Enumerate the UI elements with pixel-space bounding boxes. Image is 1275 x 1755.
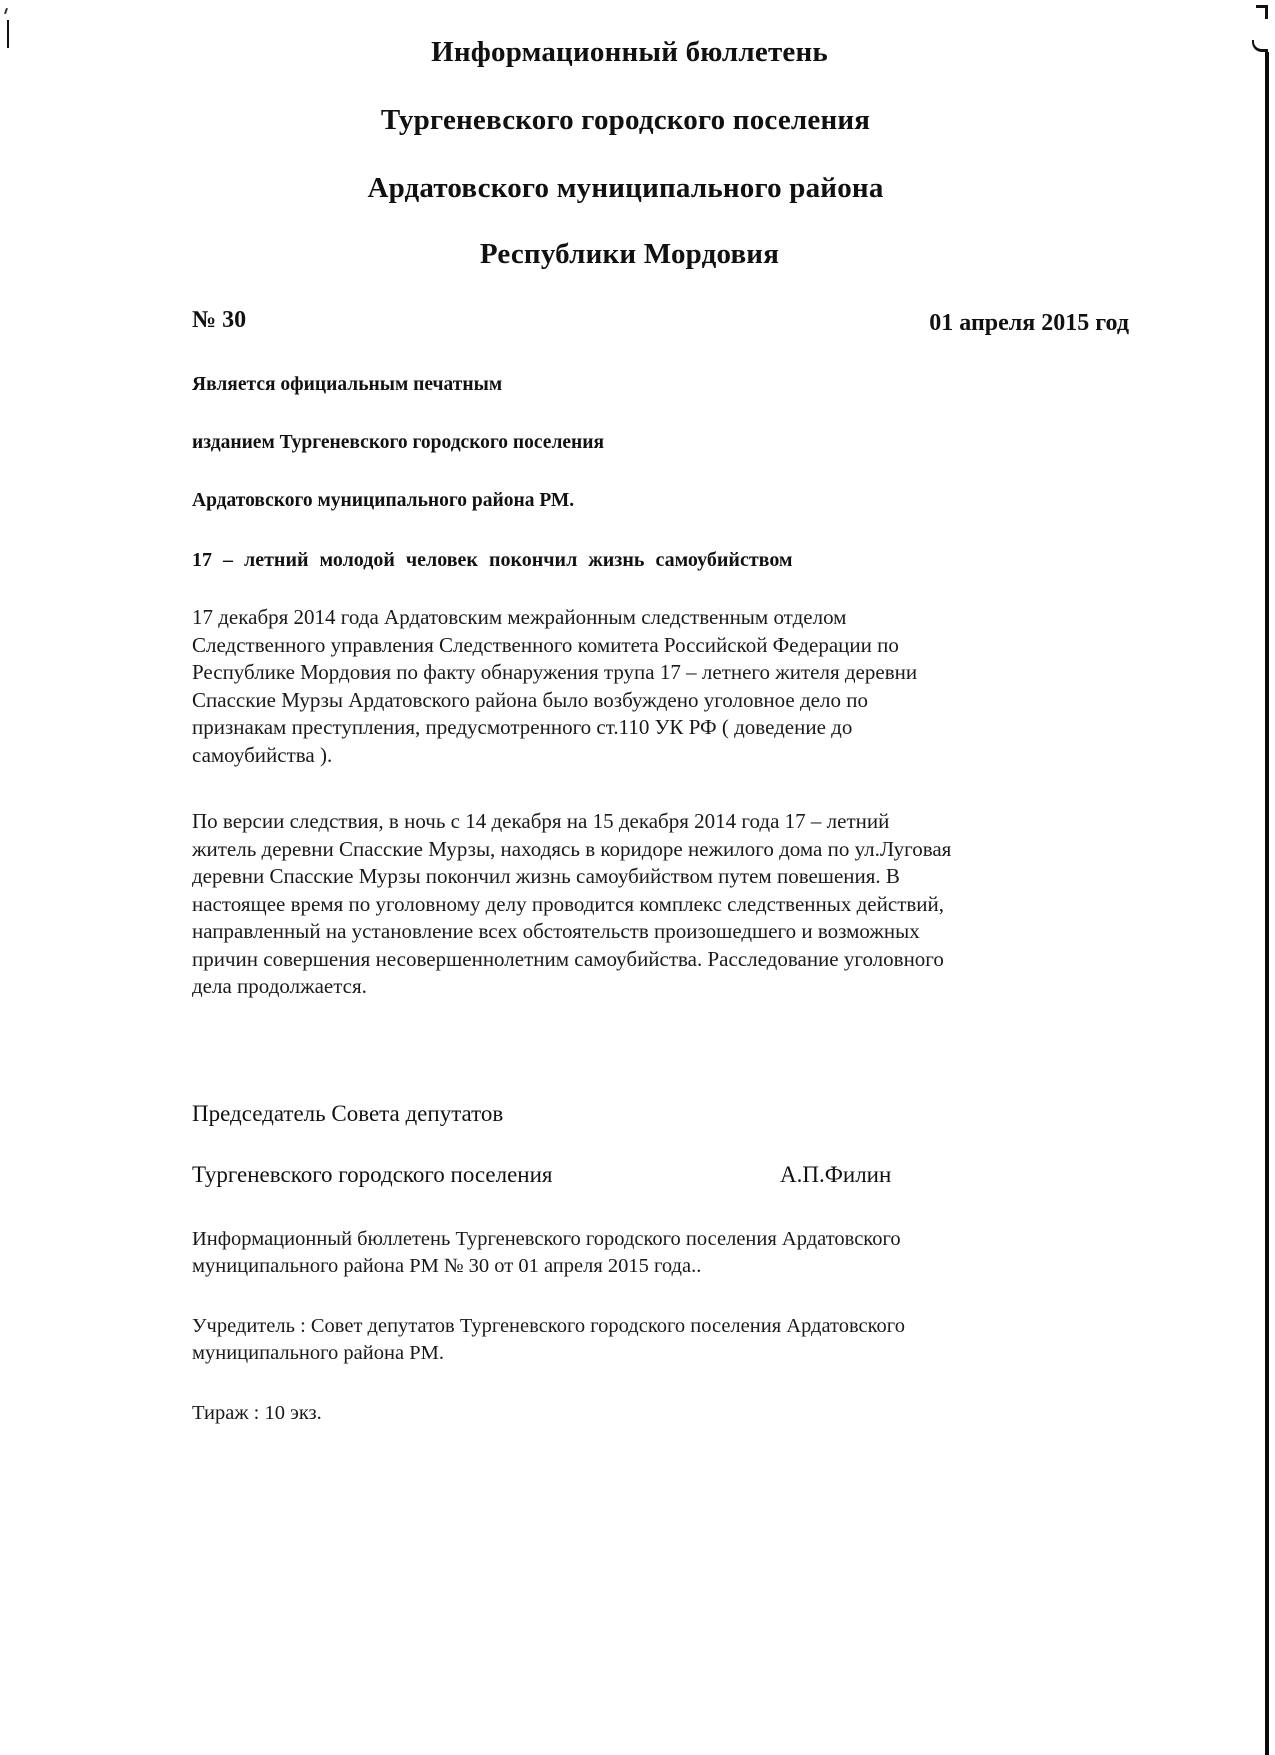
footer-line: муниципального района РМ. bbox=[192, 1342, 444, 1364]
footer-line: Информационный бюллетень Тургеневского городского поселения Ардатовского bbox=[192, 1228, 901, 1250]
scan-artifact-border bbox=[1256, 5, 1268, 19]
issue-number: № 30 bbox=[192, 307, 247, 333]
article-title: 17 – летний молодой человек покончил жизнь самоубийством bbox=[192, 549, 793, 571]
paragraph-line: направленный на установление всех обстоятельств произошедшего и возможных bbox=[192, 919, 920, 943]
scan-artifact-mark bbox=[4, 8, 8, 14]
paragraph-line: деревни Спасские Мурзы покончил жизнь самоубийством путем повешения. В bbox=[192, 864, 900, 888]
article-paragraph-2 bbox=[192, 808, 951, 1001]
scan-artifact-border bbox=[1265, 52, 1269, 1755]
paragraph-line: признакам преступления, предусмотренного ст.110 УК РФ ( доведение до bbox=[192, 715, 853, 739]
founder-info bbox=[192, 1313, 905, 1367]
official-status-line: изданием Тургеневского городского поселения bbox=[192, 432, 605, 453]
issue-date: 01 апреля 2015 год bbox=[929, 310, 1129, 336]
paragraph-line: настоящее время по уголовному делу проводится комплекс следственных действий, bbox=[192, 891, 945, 916]
paragraph-line: причин совершения несовершеннолетним самоубийства. Расследование уголовного bbox=[192, 946, 944, 971]
footer-line: Учредитель : Совет депутатов Тургеневского городского поселения Ардатовского bbox=[192, 1315, 905, 1337]
masthead-title: Информационный бюллетень bbox=[431, 36, 828, 68]
masthead-settlement: Тургеневского городского поселения bbox=[380, 104, 871, 136]
paragraph-line: Следственного управления Следственного комитета Российской Федерации по bbox=[192, 632, 899, 657]
official-status-line: Является официальным печатным bbox=[192, 374, 503, 395]
signature-organization: Тургеневского городского поселения bbox=[192, 1162, 553, 1187]
paragraph-line: Республике Мордовия по факту обнаружения трупа 17 – летнего жителя деревни bbox=[192, 660, 918, 684]
footer-line: муниципального района РМ № 30 от 01 апреля 2015 года.. bbox=[192, 1255, 702, 1277]
footer-line: Тираж : 10 экз. bbox=[192, 1402, 322, 1424]
paragraph-line: Спасские Мурзы Ардатовского района было возбуждено уголовное дело по bbox=[192, 687, 868, 712]
paragraph-line: самоубийства ). bbox=[192, 742, 333, 767]
paragraph-line: 17 декабря 2014 года Ардатовским межрайонным следственным отделом bbox=[192, 605, 847, 629]
paragraph-line: По версии следствия, в ночь с 14 декабря на 15 декабря 2014 года 17 – летний bbox=[192, 809, 890, 833]
signature-name: А.П.Филин bbox=[780, 1162, 892, 1187]
masthead-republic: Республики Мордовия bbox=[479, 238, 780, 270]
bulletin-info bbox=[192, 1226, 901, 1280]
paragraph-line: дела продолжается. bbox=[192, 974, 367, 998]
official-status-line: Ардатовского муниципального района РМ. bbox=[192, 490, 575, 511]
signature-title: Председатель Совета депутатов bbox=[192, 1101, 504, 1126]
paragraph-line: житель деревни Спасские Мурзы, находясь в коридоре нежилого дома по ул.Луговая bbox=[192, 836, 952, 861]
masthead-district: Ардатовского муниципального района bbox=[367, 172, 884, 204]
circulation-info bbox=[192, 1400, 322, 1427]
article-paragraph-1 bbox=[192, 604, 917, 769]
